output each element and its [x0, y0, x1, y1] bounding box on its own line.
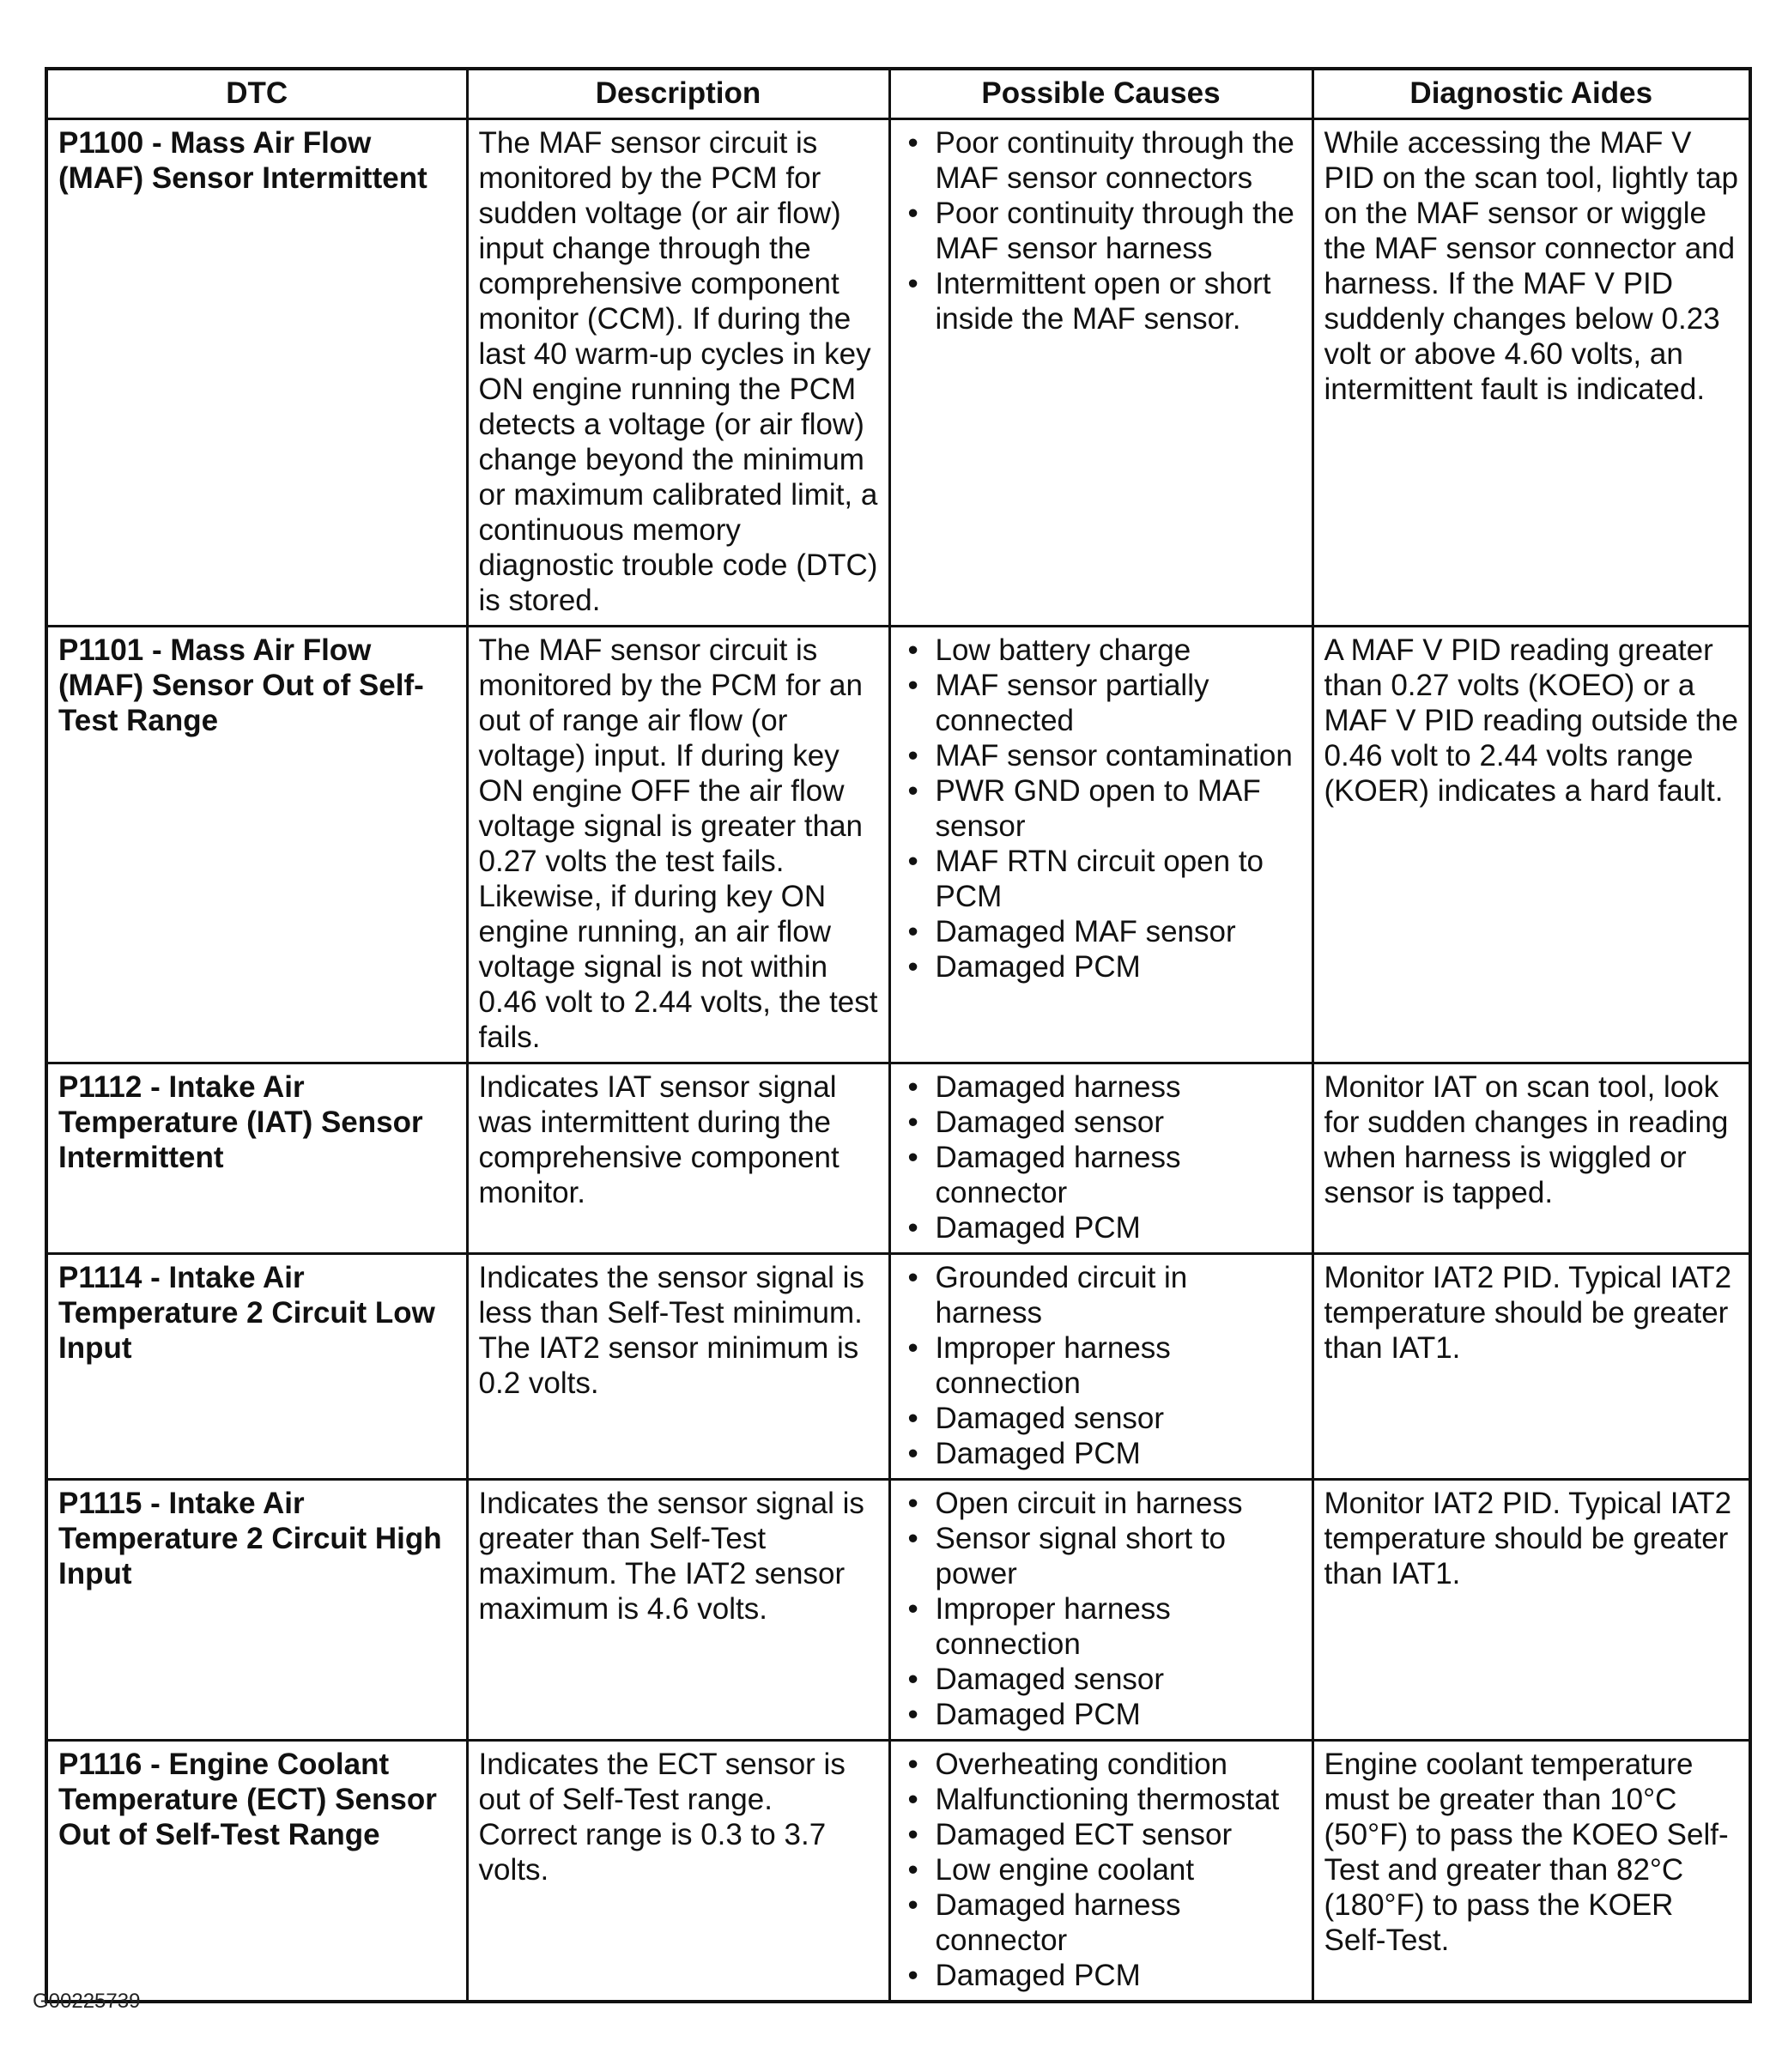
diagnostic-aides-cell: A MAF V PID reading greater than 0.27 volts (KOEO) or a MAF V PID reading outside the 0.46 volt to 2.44 volts range (KOER) indicates a hard fault. — [1312, 627, 1750, 1063]
table-row — [46, 119, 1750, 627]
cause-item: • Sensor signal short to power — [901, 1521, 1301, 1591]
column-header-diagnostic-aides: Diagnostic Aides — [1312, 69, 1750, 119]
cause-item: • Open circuit in harness — [901, 1486, 1301, 1521]
causes-list — [901, 1260, 1301, 1471]
cause-item: • Damaged sensor — [901, 1105, 1301, 1140]
cause-item: • Low engine coolant — [901, 1852, 1301, 1887]
dtc-table — [45, 67, 1752, 2003]
causes-list — [901, 125, 1301, 336]
table-header-row — [46, 69, 1750, 119]
diagnostic-aides-cell: Monitor IAT on scan tool, look for sudden changes in reading when harness is wiggled or sensor is tapped. — [1312, 1063, 1750, 1254]
causes-list — [901, 1486, 1301, 1732]
cause-item: • Damaged PCM — [901, 1436, 1301, 1471]
table-row — [46, 1741, 1750, 2002]
diagnostic-aides-cell: Monitor IAT2 PID. Typical IAT2 temperature should be greater than IAT1. — [1312, 1254, 1750, 1480]
cause-item: • Malfunctioning thermostat — [901, 1782, 1301, 1817]
dtc-code-cell: P1101 - Mass Air Flow (MAF) Sensor Out of Self-Test Range — [46, 627, 467, 1063]
table-row — [46, 1480, 1750, 1741]
cause-item: • Damaged PCM — [901, 1958, 1301, 1993]
cause-item: • MAF sensor contamination — [901, 738, 1301, 773]
cause-item: • Poor continuity through the MAF sensor connectors — [901, 125, 1301, 196]
cause-item: • Low battery charge — [901, 633, 1301, 668]
cause-item: • Damaged PCM — [901, 1210, 1301, 1245]
causes-list — [901, 1747, 1301, 1993]
column-header-dtc: DTC — [46, 69, 467, 119]
cause-item: • Damaged PCM — [901, 1697, 1301, 1732]
cause-item: • MAF RTN circuit open to PCM — [901, 844, 1301, 914]
dtc-reference-sheet — [45, 67, 1749, 2003]
cause-item: • Damaged sensor — [901, 1662, 1301, 1697]
dtc-code-cell: P1116 - Engine Coolant Temperature (ECT) Sensor Out of Self-Test Range — [46, 1741, 467, 2002]
dtc-code-cell: P1112 - Intake Air Temperature (IAT) Sensor Intermittent — [46, 1063, 467, 1254]
possible-causes-cell — [889, 1741, 1312, 2002]
possible-causes-cell — [889, 1063, 1312, 1254]
dtc-code-cell: P1100 - Mass Air Flow (MAF) Sensor Intermittent — [46, 119, 467, 627]
figure-id: G00225739 — [33, 1990, 141, 2013]
diagnostic-aides-cell: Monitor IAT2 PID. Typical IAT2 temperature should be greater than IAT1. — [1312, 1480, 1750, 1741]
dtc-code-cell: P1115 - Intake Air Temperature 2 Circuit High Input — [46, 1480, 467, 1741]
cause-item: • Damaged harness — [901, 1069, 1301, 1105]
description-cell: The MAF sensor circuit is monitored by the PCM for sudden voltage (or air flow) input change through the comprehensive component monitor (CCM). If during the last 40 warm-up cycles in key ON engine running the PCM detects a voltage (or air flow) change beyond the minimum or maximum calibrated limit, a continuous memory diagnostic trouble code (DTC) is stored. — [467, 119, 889, 627]
table-row — [46, 1254, 1750, 1480]
cause-item: • Damaged harness connector — [901, 1140, 1301, 1210]
possible-causes-cell — [889, 1480, 1312, 1741]
table-row — [46, 627, 1750, 1063]
cause-item: • Grounded circuit in harness — [901, 1260, 1301, 1330]
description-cell: Indicates the sensor signal is less than Self-Test minimum. The IAT2 sensor minimum is 0.2 volts. — [467, 1254, 889, 1480]
possible-causes-cell — [889, 627, 1312, 1063]
description-cell: Indicates the sensor signal is greater than Self-Test maximum. The IAT2 sensor maximum is 4.6 volts. — [467, 1480, 889, 1741]
description-cell: Indicates IAT sensor signal was intermittent during the comprehensive component monitor. — [467, 1063, 889, 1254]
cause-item: • Improper harness connection — [901, 1591, 1301, 1662]
description-cell: The MAF sensor circuit is monitored by the PCM for an out of range air flow (or voltage) input. If during key ON engine OFF the air flow voltage signal is greater than 0.27 volts the test fails. Likewise, if during key ON engine running, an air flow voltage signal is not within 0.46 volt to 2.44 volts, the test fails. — [467, 627, 889, 1063]
causes-list — [901, 633, 1301, 985]
causes-list — [901, 1069, 1301, 1245]
dtc-code-cell: P1114 - Intake Air Temperature 2 Circuit Low Input — [46, 1254, 467, 1480]
column-header-possible-causes: Possible Causes — [889, 69, 1312, 119]
cause-item: • Overheating condition — [901, 1747, 1301, 1782]
cause-item: • Damaged MAF sensor — [901, 914, 1301, 949]
description-cell: Indicates the ECT sensor is out of Self-Test range. Correct range is 0.3 to 3.7 volts. — [467, 1741, 889, 2002]
possible-causes-cell — [889, 119, 1312, 627]
table-row — [46, 1063, 1750, 1254]
cause-item: • Poor continuity through the MAF sensor harness — [901, 196, 1301, 266]
cause-item: • Intermittent open or short inside the MAF sensor. — [901, 266, 1301, 336]
cause-item: • PWR GND open to MAF sensor — [901, 773, 1301, 844]
cause-item: • Damaged sensor — [901, 1401, 1301, 1436]
possible-causes-cell — [889, 1254, 1312, 1480]
diagnostic-aides-cell: Engine coolant temperature must be greater than 10°C (50°F) to pass the KOEO Self-Test and greater than 82°C (180°F) to pass the KOER Self-Test. — [1312, 1741, 1750, 2002]
cause-item: • Damaged ECT sensor — [901, 1817, 1301, 1852]
cause-item: • MAF sensor partially connected — [901, 668, 1301, 738]
diagnostic-aides-cell: While accessing the MAF V PID on the scan tool, lightly tap on the MAF sensor or wiggle the MAF sensor connector and harness. If the MAF V PID suddenly changes below 0.23 volt or above 4.60 volts, an intermittent fault is indicated. — [1312, 119, 1750, 627]
column-header-description: Description — [467, 69, 889, 119]
cause-item: • Damaged PCM — [901, 949, 1301, 985]
cause-item: • Improper harness connection — [901, 1330, 1301, 1401]
cause-item: • Damaged harness connector — [901, 1887, 1301, 1958]
